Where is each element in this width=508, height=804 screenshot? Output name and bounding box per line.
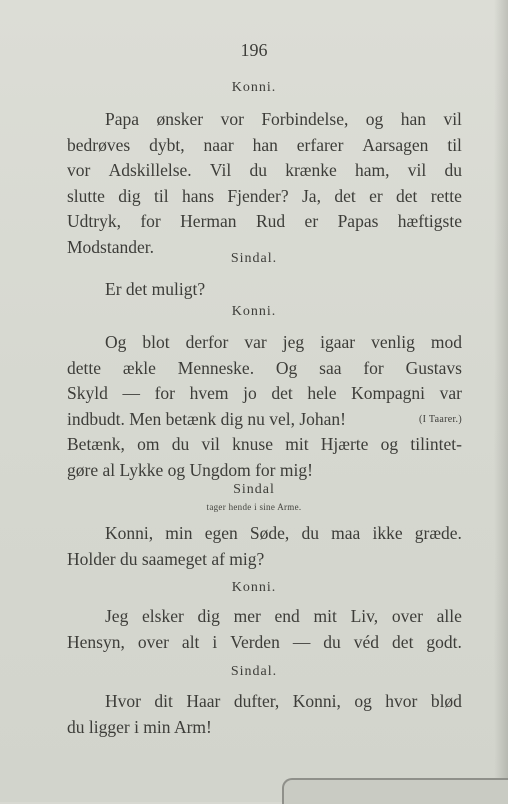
speech-paragraph — [67, 521, 462, 572]
text-line: Modstander. — [67, 236, 155, 257]
speech-paragraph — [67, 689, 462, 740]
stage-aside: (I Taarer.) — [419, 413, 462, 425]
word: krænke — [285, 160, 337, 180]
speaker-name: Konni. — [231, 304, 277, 319]
text-line — [67, 107, 462, 133]
word: Kompagni — [351, 383, 425, 403]
word: mit — [313, 606, 337, 626]
word: Ja, — [302, 185, 321, 206]
text-line: du ligger i min Arm! — [67, 716, 212, 737]
word: mit — [285, 434, 309, 454]
word: vil — [407, 160, 427, 180]
word: mod — [430, 332, 462, 352]
word: — — [122, 383, 140, 403]
word: bedrøves — [67, 134, 131, 155]
word: du — [444, 160, 462, 180]
text-line — [67, 432, 462, 458]
word: Og — [105, 332, 127, 352]
text-line-with-aside — [67, 407, 462, 433]
word: Liv, — [350, 606, 379, 626]
word: græde. — [414, 523, 462, 543]
text-line — [67, 381, 462, 407]
text-line — [67, 184, 462, 210]
word: slutte — [67, 185, 105, 206]
word: ikke — [372, 523, 403, 543]
word: til — [447, 134, 462, 155]
word: dybt, — [149, 134, 185, 155]
text-line — [67, 604, 462, 630]
word: du — [301, 523, 319, 543]
word: — — [292, 631, 311, 652]
word: vor — [220, 109, 244, 129]
word: tilintet- — [410, 434, 462, 454]
page-edge-shadow — [494, 0, 508, 802]
word: var — [244, 332, 267, 352]
word: dit — [154, 691, 173, 711]
speaker-name: Konni. — [231, 580, 277, 595]
word: var — [439, 383, 462, 403]
text-line — [67, 158, 462, 184]
word: véd — [353, 631, 380, 652]
stage-direction: tager hende i sine Arme. — [206, 502, 302, 512]
word: Konni, — [292, 691, 341, 711]
word: hans — [181, 185, 215, 206]
word: alt — [181, 631, 200, 652]
word: det — [396, 185, 418, 206]
word: Adskillelse. — [108, 160, 192, 180]
speaker-name: Sindal. — [230, 664, 278, 679]
word: jeg — [282, 332, 305, 352]
word: Hensyn, — [67, 631, 125, 652]
word: venlig — [371, 332, 415, 352]
word: er — [369, 185, 383, 206]
word: ham, — [354, 160, 390, 180]
text-line — [67, 630, 462, 656]
speaker-name: Sindal. — [230, 251, 278, 266]
word: og — [380, 434, 399, 454]
word: hvor — [385, 691, 418, 711]
word: Aarsagen — [362, 134, 429, 155]
text-line — [67, 209, 462, 235]
word: for — [154, 383, 175, 403]
word: i — [212, 631, 218, 652]
word: mer — [233, 606, 261, 626]
word: elsker — [142, 606, 184, 626]
word: Papa — [105, 109, 140, 129]
word: Fjender? — [227, 185, 289, 206]
word: Udtryk, — [67, 211, 121, 231]
word: Rud — [255, 211, 286, 231]
word: over — [391, 606, 423, 626]
word: vil — [201, 434, 220, 454]
word: Verden — [230, 631, 280, 652]
word: for — [140, 211, 161, 231]
speech-paragraph — [67, 107, 462, 260]
word: jo — [243, 383, 257, 403]
word: hæftigste — [397, 211, 462, 231]
word: ækle — [122, 357, 156, 378]
page-corner-fold — [282, 778, 508, 804]
word: min — [165, 523, 193, 543]
word: Hjærte — [320, 434, 369, 454]
word: og — [354, 691, 372, 711]
word: Herman — [180, 211, 237, 231]
word: Haar — [186, 691, 221, 711]
word: Og — [275, 357, 298, 378]
word: Menneske. — [177, 357, 255, 378]
text-line — [67, 133, 462, 159]
word: Betænk, — [67, 434, 125, 454]
word: og — [365, 109, 384, 129]
word: det — [334, 185, 356, 206]
word: naar — [203, 134, 234, 155]
word: for — [363, 357, 384, 378]
word: rette — [430, 185, 462, 206]
word: du — [171, 434, 190, 454]
text-line — [67, 521, 462, 547]
word: godt. — [426, 631, 462, 652]
speech-paragraph — [67, 330, 462, 483]
word: han — [252, 134, 278, 155]
word: vor — [67, 160, 91, 180]
word: Papas — [337, 211, 379, 231]
word: end — [274, 606, 300, 626]
word: saa — [319, 357, 342, 378]
word: det — [392, 631, 414, 652]
word: derfor — [185, 332, 229, 352]
word: Jeg — [105, 606, 129, 626]
word: blot — [142, 332, 170, 352]
word: du — [323, 631, 341, 652]
word: det — [271, 383, 293, 403]
word: igaar — [320, 332, 356, 352]
word: Vil — [209, 160, 232, 180]
word: dufter, — [233, 691, 280, 711]
text-line — [67, 330, 462, 356]
word: hvem — [189, 383, 229, 403]
text-line: gøre al Lykke og Ungdom for mig! — [67, 459, 313, 480]
word: vil — [443, 109, 462, 129]
speaker-name: Konni. — [231, 80, 277, 95]
word: hele — [307, 383, 337, 403]
word: egen — [204, 523, 238, 543]
word: maa — [331, 523, 361, 543]
text-line — [67, 356, 462, 382]
word: Hvor — [105, 691, 141, 711]
word: knuse — [232, 434, 273, 454]
word: Gustavs — [405, 357, 462, 378]
word: er — [304, 211, 319, 231]
speech-paragraph — [67, 277, 462, 303]
speaker-name: Sindal — [233, 482, 275, 497]
word: erfarer — [296, 134, 344, 155]
text-line: Holder du saameget af mig? — [67, 548, 265, 569]
word: han — [400, 109, 426, 129]
word: ønsker — [156, 109, 204, 129]
word: dette — [67, 357, 102, 378]
word: om — [137, 434, 160, 454]
word: Søde, — [249, 523, 290, 543]
word: du — [249, 160, 267, 180]
text-line: indbudt. Men betænk dig nu vel, Johan! — [67, 408, 347, 429]
word: dig — [118, 185, 141, 206]
page-number: 196 — [240, 40, 268, 60]
text-line: Er det muligt? — [105, 279, 206, 299]
word: over — [137, 631, 169, 652]
word: alle — [436, 606, 462, 626]
word: Konni, — [105, 523, 154, 543]
word: Skyld — [67, 383, 108, 403]
word: blød — [430, 691, 462, 711]
word: til — [154, 185, 169, 206]
word: dig — [197, 606, 220, 626]
text-line — [67, 689, 462, 715]
speech-paragraph — [67, 604, 462, 655]
word: Forbindelse, — [261, 109, 349, 129]
